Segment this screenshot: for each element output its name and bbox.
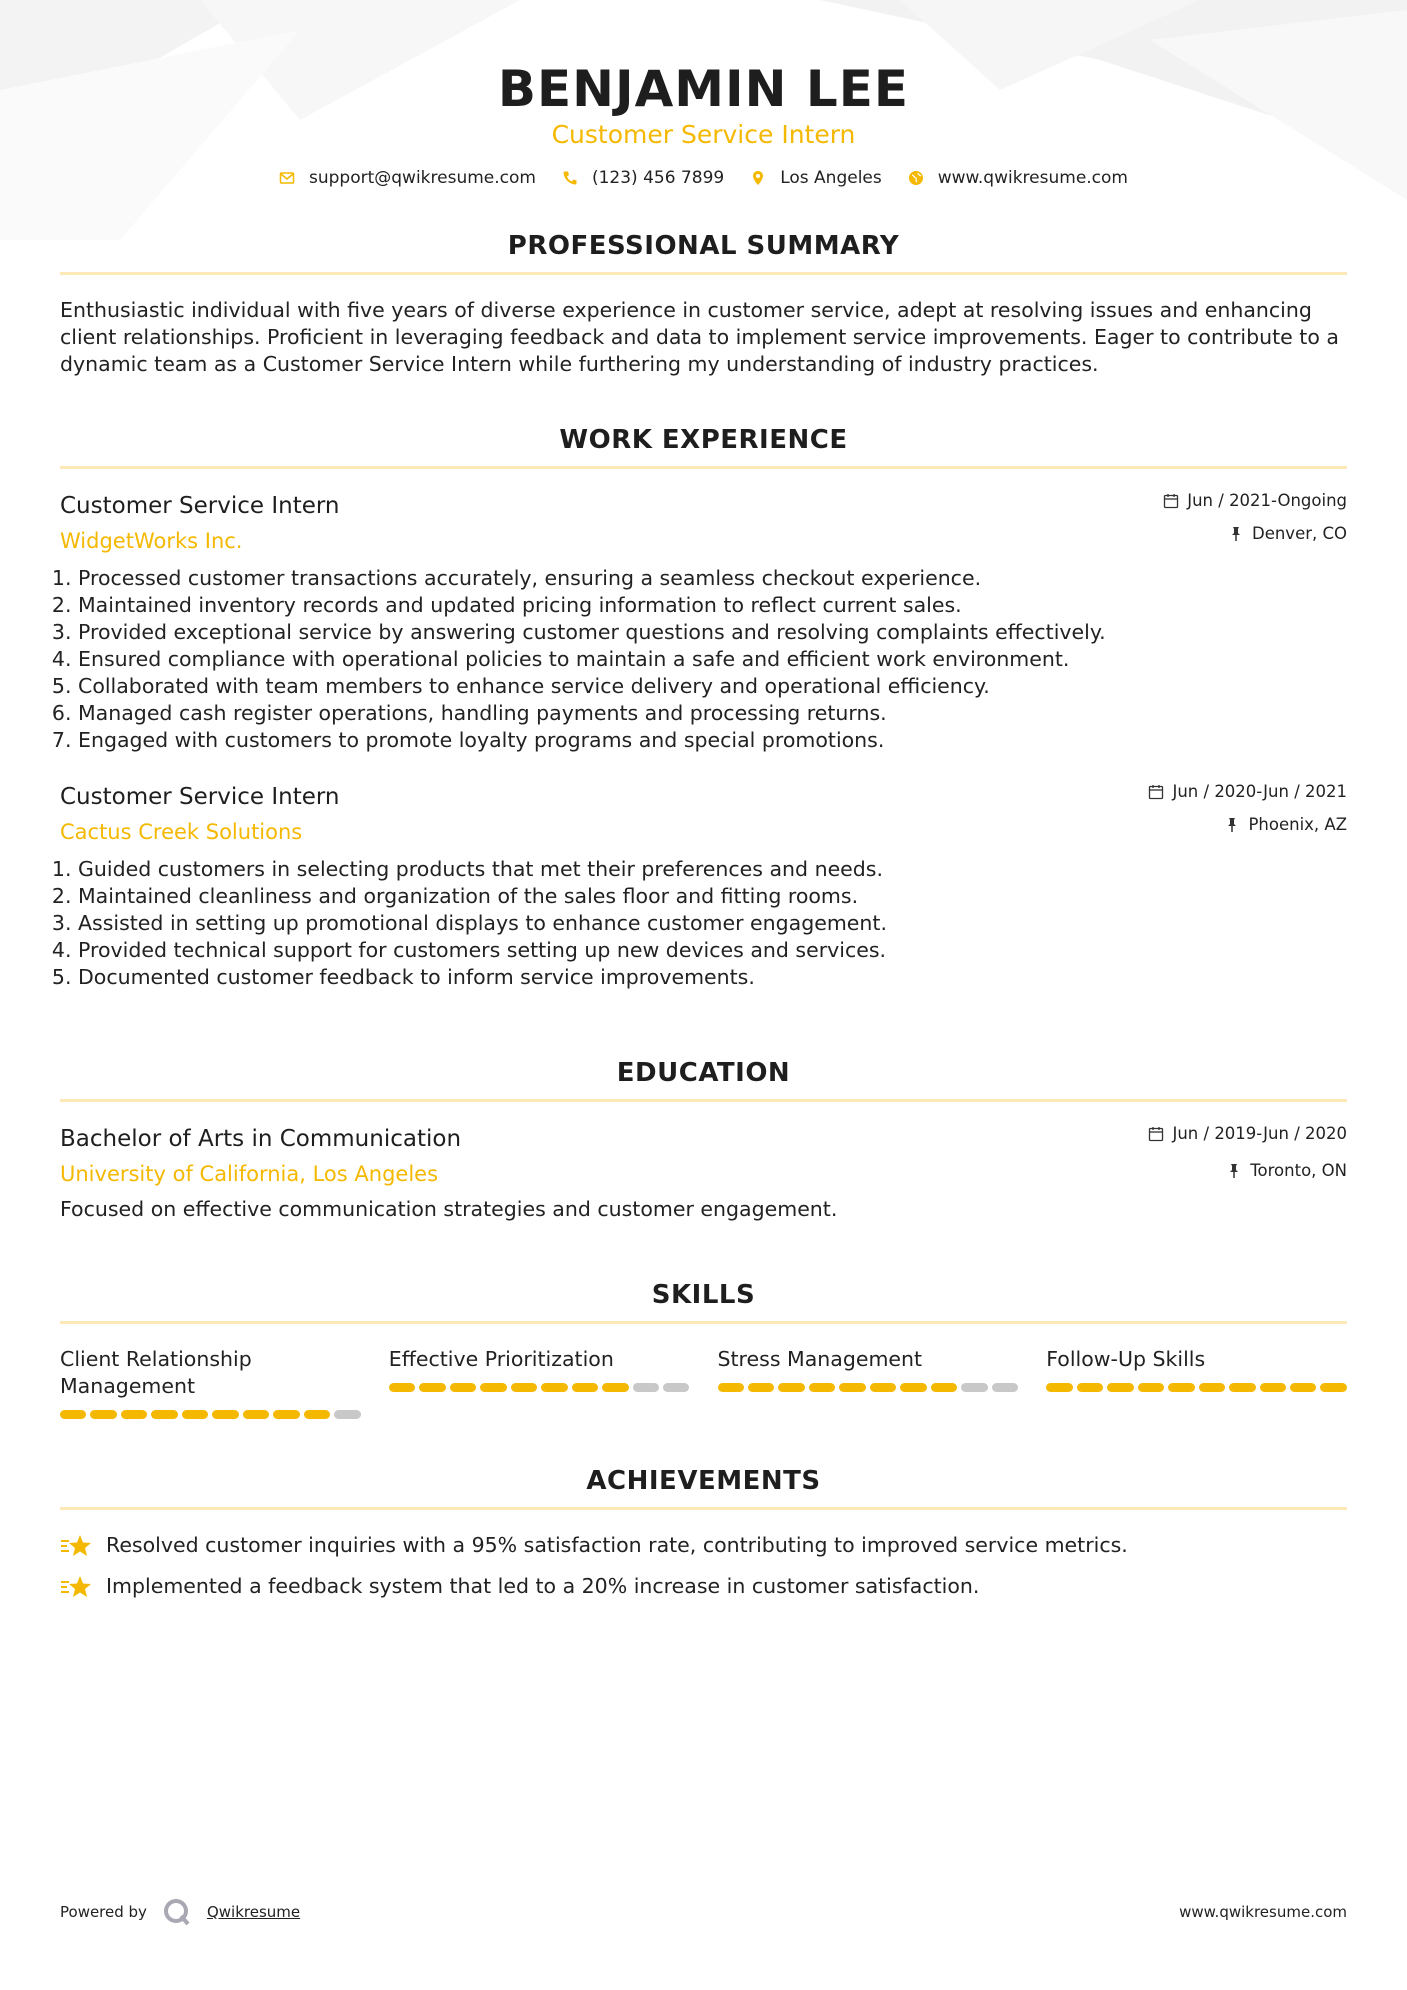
skill-dot <box>718 1383 744 1392</box>
bullet-item: 3. Provided exceptional service by answering customer questions and resolving complaints effectively. <box>78 619 1347 646</box>
job-meta <box>1148 782 1347 835</box>
job-location: Denver, CO <box>1251 524 1347 543</box>
resume-header <box>60 0 1347 188</box>
bullet-item: 3. Assisted in setting up promotional displays to enhance customer engagement. <box>78 910 1347 937</box>
skill-dot <box>663 1383 689 1392</box>
job-title: Customer Service Intern <box>60 784 340 810</box>
qwikresume-logo-icon <box>163 1898 191 1926</box>
achievements-heading: ACHIEVEMENTS <box>586 1466 821 1496</box>
section-divider <box>60 1099 1347 1102</box>
qwikresume-link[interactable]: Qwikresume <box>206 1903 301 1921</box>
skill-dot <box>1260 1383 1286 1392</box>
job-meta <box>1163 491 1347 544</box>
education-location: Toronto, ON <box>1250 1161 1347 1180</box>
skill-item <box>60 1346 361 1419</box>
skill-name: Client Relationship Management <box>60 1347 252 1398</box>
skill-dot <box>450 1383 476 1392</box>
skill-dot <box>121 1410 147 1419</box>
skill-dot <box>389 1383 415 1392</box>
contact-phone-text: (123) 456 7899 <box>591 168 725 188</box>
contact-email[interactable] <box>279 168 536 188</box>
skills-heading: SKILLS <box>651 1280 756 1310</box>
education-heading: EDUCATION <box>616 1058 791 1088</box>
skill-level-bar <box>1046 1383 1347 1392</box>
job-company: Cactus Creek Solutions <box>60 820 303 844</box>
star-icon <box>60 1533 92 1559</box>
skill-level-bar <box>718 1383 1019 1392</box>
summary-text: Enthusiastic individual with five years of diverse experience in customer service, adept at resolving issues and enhancing client relationships. Proficient in leveraging feedback and data to implement service improvements. Eager to contribute to a dynamic team as a Customer Service Intern while furthering my understanding of industry practices. <box>60 298 1339 376</box>
skill-name: Follow-Up Skills <box>1046 1347 1206 1371</box>
achievement-item <box>60 1532 1347 1559</box>
bullet-item: 1. Guided customers in selecting products that met their preferences and needs. <box>78 856 1347 883</box>
star-icon <box>60 1574 92 1600</box>
section-divider <box>60 466 1347 469</box>
skill-dot <box>1229 1383 1255 1392</box>
pushpin-icon <box>1224 817 1240 833</box>
summary-section <box>60 230 1347 378</box>
skill-dot <box>1290 1383 1316 1392</box>
job-company: WidgetWorks Inc. <box>60 529 243 553</box>
contact-email-text: support@qwikresume.com <box>309 168 536 188</box>
skill-dot <box>992 1383 1018 1392</box>
education-meta <box>1148 1124 1347 1181</box>
skill-dot <box>480 1383 506 1392</box>
skill-dot <box>182 1410 208 1419</box>
skill-dot <box>90 1410 116 1419</box>
skill-dot <box>273 1410 299 1419</box>
map-pin-icon <box>750 170 766 186</box>
globe-icon <box>908 170 924 186</box>
skill-dot <box>304 1410 330 1419</box>
job-bullets <box>60 565 1347 754</box>
skill-dot <box>1168 1383 1194 1392</box>
bullet-item: 5. Documented customer feedback to inform service improvements. <box>78 964 1347 991</box>
pushpin-icon <box>1228 526 1244 542</box>
skill-dot <box>931 1383 957 1392</box>
skill-name: Effective Prioritization <box>388 1347 614 1371</box>
skill-dot <box>900 1383 926 1392</box>
calendar-icon <box>1148 784 1164 800</box>
section-divider <box>60 272 1347 275</box>
skill-dot <box>334 1410 360 1419</box>
skill-dot <box>511 1383 537 1392</box>
achievement-text: Resolved customer inquiries with a 95% satisfaction rate, contributing to improved service metrics. <box>106 1533 1128 1557</box>
contact-row <box>60 168 1347 188</box>
skill-dot <box>778 1383 804 1392</box>
bullet-item: 4. Ensured compliance with operational policies to maintain a safe and efficient work environment. <box>78 646 1347 673</box>
skill-dot <box>151 1410 177 1419</box>
skill-dot <box>839 1383 865 1392</box>
candidate-name: BENJAMIN LEE <box>497 60 910 118</box>
skill-dot <box>1077 1383 1103 1392</box>
footer-website[interactable]: www.qwikresume.com <box>1179 1903 1347 1921</box>
skill-dot <box>212 1410 238 1419</box>
achievement-text: Implemented a feedback system that led to a 20% increase in customer satisfaction. <box>106 1574 980 1598</box>
education-dates: Jun / 2019-Jun / 2020 <box>1172 1124 1347 1143</box>
bullet-item: 4. Provided technical support for customers setting up new devices and services. <box>78 937 1347 964</box>
skill-dot <box>1138 1383 1164 1392</box>
footer <box>60 1898 1347 1926</box>
job-dates: Jun / 2020-Jun / 2021 <box>1172 782 1347 801</box>
education-degree: Bachelor of Arts in Communication <box>60 1126 462 1152</box>
bullet-item: 5. Collaborated with team members to enhance service delivery and operational efficiency. <box>78 673 1347 700</box>
skill-dot <box>809 1383 835 1392</box>
section-divider <box>60 1321 1347 1324</box>
skill-dot <box>961 1383 987 1392</box>
bullet-item: 1. Processed customer transactions accurately, ensuring a seamless checkout experience. <box>78 565 1347 592</box>
experience-heading: WORK EXPERIENCE <box>559 425 848 455</box>
powered-by-label: Powered by <box>60 1903 147 1921</box>
skill-dot <box>243 1410 269 1419</box>
contact-website-text: www.qwikresume.com <box>937 168 1128 188</box>
skill-item <box>1046 1346 1347 1419</box>
education-description: Focused on effective communication strategies and customer engagement. <box>60 1197 838 1221</box>
bullet-item: 7. Engaged with customers to promote loyalty programs and special promotions. <box>78 727 1347 754</box>
job-bullets <box>60 856 1347 991</box>
section-divider <box>60 1507 1347 1510</box>
contact-phone[interactable] <box>562 168 724 188</box>
skill-dot <box>1199 1383 1225 1392</box>
skill-dot <box>1107 1383 1133 1392</box>
skill-dot <box>572 1383 598 1392</box>
skill-name: Stress Management <box>717 1347 923 1371</box>
bullet-item: 6. Managed cash register operations, handling payments and processing returns. <box>78 700 1347 727</box>
skill-dot <box>602 1383 628 1392</box>
candidate-role: Customer Service Intern <box>551 120 856 149</box>
envelope-icon <box>279 170 295 186</box>
skill-dot <box>419 1383 445 1392</box>
skill-dot <box>1320 1383 1346 1392</box>
skill-level-bar <box>389 1383 690 1392</box>
skill-level-bar <box>60 1410 361 1419</box>
job-dates: Jun / 2021-Ongoing <box>1187 491 1347 510</box>
skills-grid <box>60 1346 1347 1419</box>
summary-heading: PROFESSIONAL SUMMARY <box>507 231 900 261</box>
skills-section <box>60 1279 1347 1419</box>
job-location: Phoenix, AZ <box>1248 815 1347 834</box>
bullet-item: 2. Maintained cleanliness and organization of the sales floor and fitting rooms. <box>78 883 1347 910</box>
phone-icon <box>562 170 578 186</box>
skill-dot <box>60 1410 86 1419</box>
skill-dot <box>748 1383 774 1392</box>
skill-item <box>389 1346 690 1419</box>
job-title: Customer Service Intern <box>60 493 340 519</box>
bullet-item: 2. Maintained inventory records and updated pricing information to reflect current sales. <box>78 592 1347 619</box>
contact-location-text: Los Angeles <box>780 168 882 188</box>
calendar-icon <box>1148 1126 1164 1142</box>
experience-section <box>60 424 1347 991</box>
skill-dot <box>1046 1383 1072 1392</box>
skill-dot <box>633 1383 659 1392</box>
pushpin-icon <box>1226 1163 1242 1179</box>
skill-item <box>718 1346 1019 1419</box>
achievements-list <box>60 1532 1347 1600</box>
achievements-section <box>60 1465 1347 1600</box>
education-entry <box>60 1124 1347 1223</box>
contact-website[interactable] <box>908 168 1128 188</box>
education-school: University of California, Los Angeles <box>60 1162 439 1186</box>
job-entry <box>60 782 1347 991</box>
calendar-icon <box>1163 493 1179 509</box>
job-entry <box>60 491 1347 754</box>
achievement-item <box>60 1573 1347 1600</box>
skill-dot <box>541 1383 567 1392</box>
education-section <box>60 1057 1347 1223</box>
contact-location <box>750 168 882 188</box>
skill-dot <box>870 1383 896 1392</box>
